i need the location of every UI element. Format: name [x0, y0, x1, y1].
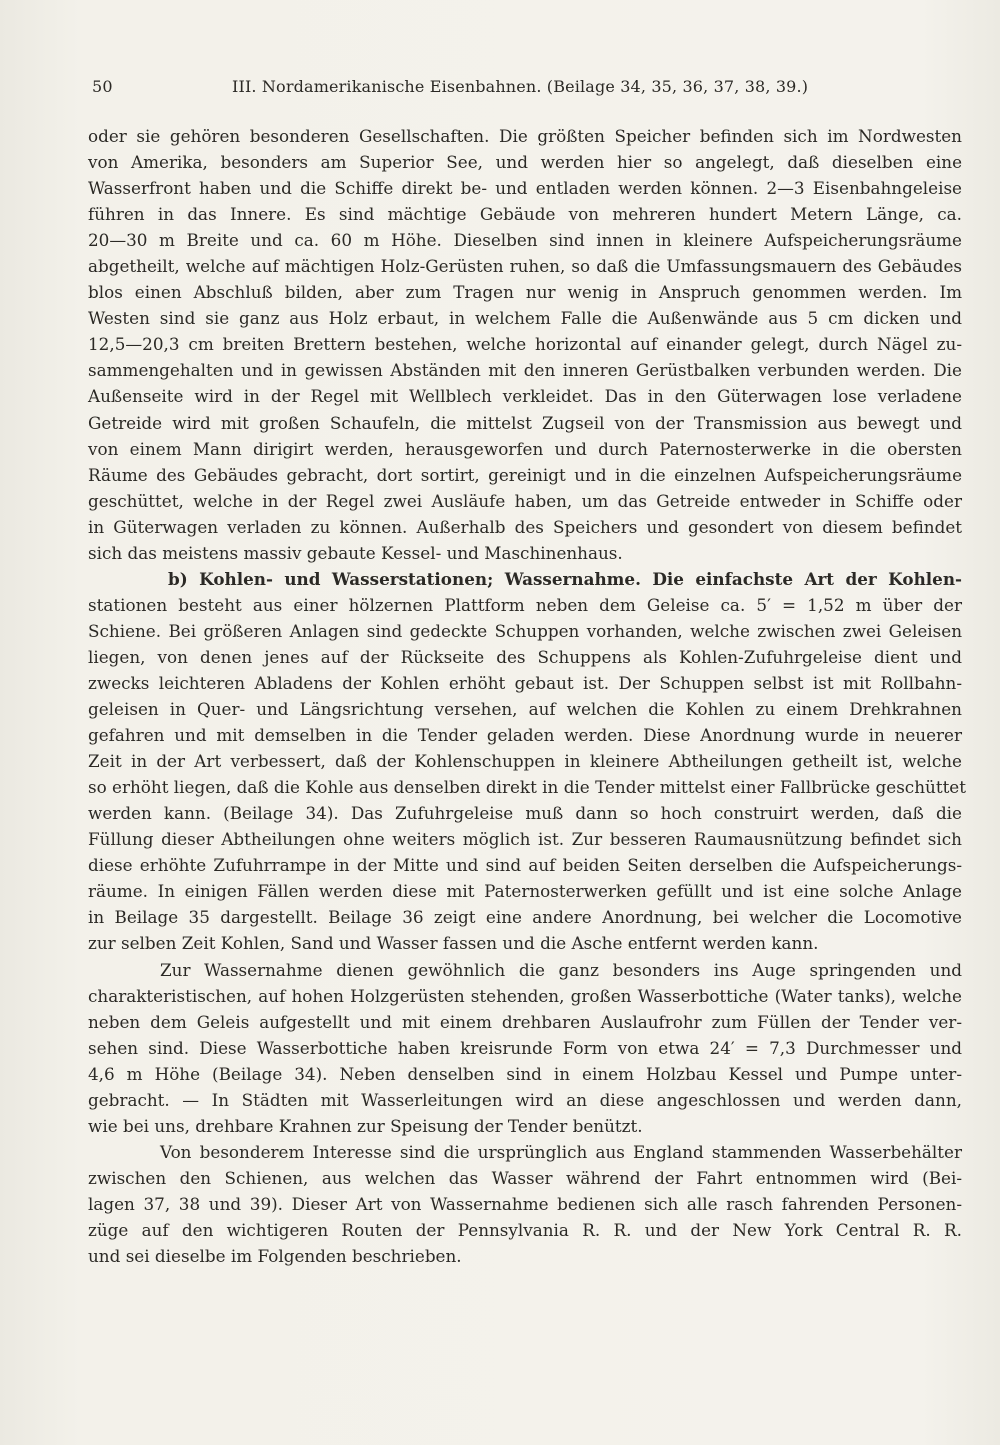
section-heading-line: b) Kohlen- und Wasserstationen; Wassernahme. Die einfachste Art der Kohlen-	[168, 568, 962, 589]
text-line: werden kann. (Beilage 34). Das Zufuhrgeleise muß dann so hoch construirt werden, daß die	[88, 803, 962, 824]
text-line: zur selben Zeit Kohlen, Sand und Wasser fassen und die Asche entfernt werden kann.	[88, 933, 819, 954]
text-line: 4,6 m Höhe (Beilage 34). Neben denselben sind in einem Holzbau Kessel und Pumpe unter-	[88, 1063, 962, 1084]
text-line: liegen, von denen jenes auf der Rückseite des Schuppens als Kohlen-Zufuhrgeleise dient und	[88, 646, 962, 667]
text-line: gebracht. — In Städten mit Wasserleitungen wird an diese angeschlossen und werden dann,	[88, 1089, 962, 1110]
text-line: Zeit in der Art verbessert, daß der Kohlenschuppen in kleinere Abtheilungen getheilt ist, welche	[88, 751, 962, 772]
text-line: Räume des Gebäudes gebracht, dort sortirt, gereinigt und in die einzelnen Aufspeicherungsräume	[88, 464, 962, 485]
text-line: zwischen den Schienen, aus welchen das Wasser während der Fahrt entnommen wird (Bei-	[88, 1167, 962, 1188]
text-line: lagen 37, 38 und 39). Dieser Art von Wassernahme bedienen sich alle rasch fahrenden Personen-	[88, 1193, 962, 1214]
header-title: III. Nordamerikanische Eisenbahnen. (Beilage 34, 35, 36, 37, 38, 39.)	[232, 77, 809, 96]
text-line: oder sie gehören besonderen Gesellschaften. Die größten Speicher befinden sich im Nordwesten	[88, 126, 962, 146]
text-line: sehen sind. Diese Wasserbottiche haben kreisrunde Form von etwa 24′ = 7,3 Durchmesser und	[88, 1037, 962, 1058]
text-line: Westen sind sie ganz aus Holz erbaut, in welchem Falle die Außenwände aus 5 cm dicken und	[88, 308, 962, 329]
text-line: geschüttet, welche in der Regel zwei Ausläufe haben, um das Getreide entweder in Schiffe oder	[88, 490, 962, 511]
text-line: Wasserfront haben und die Schiffe direkt be- und entladen werden können. 2—3 Eisenbahngeleise	[88, 178, 962, 199]
text-line: zwecks leichteren Abladens der Kohlen erhöht gebaut ist. Der Schuppen selbst ist mit Rollbahn-	[88, 672, 962, 693]
text-line: neben dem Geleis aufgestellt und mit einem drehbaren Auslaufrohr zum Füllen der Tender ver-	[88, 1011, 962, 1032]
text-line: geleisen in Quer- und Längsrichtung versehen, auf welchen die Kohlen zu einem Drehkrahnen	[88, 699, 962, 720]
text-line: und sei dieselbe im Folgenden beschrieben.	[88, 1246, 462, 1267]
text-line: Schiene. Bei größeren Anlagen sind gedeckte Schuppen vorhanden, welche zwischen zwei Geleisen	[88, 620, 962, 641]
text-line: Getreide wird mit großen Schaufeln, die mittelst Zugseil von der Transmission aus bewegt und	[88, 412, 962, 433]
text-line: Von besonderem Interesse sind die ursprünglich aus England stammenden Wasserbehälter	[160, 1141, 962, 1162]
text-line: in Beilage 35 dargestellt. Beilage 36 zeigt eine andere Anordnung, bei welcher die Locomotive	[88, 907, 962, 928]
text-line: sich das meistens massiv gebaute Kessel- und Maschinenhaus.	[88, 542, 623, 563]
text-line: Zur Wassernahme dienen gewöhnlich die ganz besonders ins Auge springenden und	[160, 959, 962, 980]
text-line: gefahren und mit demselben in die Tender geladen werden. Diese Anordnung wurde in neuerer	[88, 725, 962, 746]
text-line: 12,5—20,3 cm breiten Brettern bestehen, welche horizontal auf einander gelegt, durch Nägel zu-	[88, 334, 962, 355]
text-line: sammengehalten und in gewissen Abständen mit den inneren Gerüstbalken verbunden werden. Die	[88, 360, 962, 381]
text-line: so erhöht liegen, daß die Kohle aus denselben direkt in die Tender mittelst einer Fallbrücke geschüttet	[88, 777, 966, 798]
text-line: abgetheilt, welche auf mächtigen Holz-Gerüsten ruhen, so daß die Umfassungsmauern des Gebäudes	[88, 256, 962, 277]
text-line: diese erhöhte Zufuhrrampe in der Mitte und sind auf beiden Seiten derselben die Aufspeicherungs-	[88, 855, 962, 876]
text-line: Füllung dieser Abtheilungen ohne weiters möglich ist. Zur besseren Raumausnützung befindet sich	[88, 829, 962, 850]
text-line: räume. In einigen Fällen werden diese mit Paternosterwerken gefüllt und ist eine solche Anlage	[88, 881, 962, 902]
text-line: stationen besteht aus einer hölzernen Plattform neben dem Geleise ca. 5′ = 1,52 m über der	[88, 594, 962, 615]
text-line: 20—30 m Breite und ca. 60 m Höhe. Dieselben sind innen in kleinere Aufspeicherungsräume	[88, 230, 962, 251]
text-line: blos einen Abschluß bilden, aber zum Tragen nur wenig in Anspruch genommen werden. Im	[88, 282, 962, 303]
page-number: 50	[92, 77, 113, 96]
text-line: führen in das Innere. Es sind mächtige Gebäude von mehreren hundert Metern Länge, ca.	[88, 204, 962, 225]
text-line: von einem Mann dirigirt werden, herausgeworfen und durch Paternosterwerke in die obersten	[88, 438, 962, 459]
text-line: charakteristischen, auf hohen Holzgerüsten stehenden, großen Wasserbottiche (Water tanks), welche	[88, 985, 962, 1006]
text-line: von Amerika, besonders am Superior See, und werden hier so angelegt, daß dieselben eine	[88, 152, 962, 173]
text-line: züge auf den wichtigeren Routen der Pennsylvania R. R. und der New York Central R. R.	[88, 1219, 962, 1240]
text-line: in Güterwagen verladen zu können. Außerhalb des Speichers und gesondert von diesem befindet	[88, 516, 962, 537]
body-text	[88, 123, 966, 1269]
text-line: Außenseite wird in der Regel mit Wellblech verkleidet. Das in den Güterwagen lose verladene	[88, 386, 962, 407]
running-header	[92, 76, 928, 98]
text-line: wie bei uns, drehbare Krahnen zur Speisung der Tender benützt.	[88, 1115, 643, 1136]
